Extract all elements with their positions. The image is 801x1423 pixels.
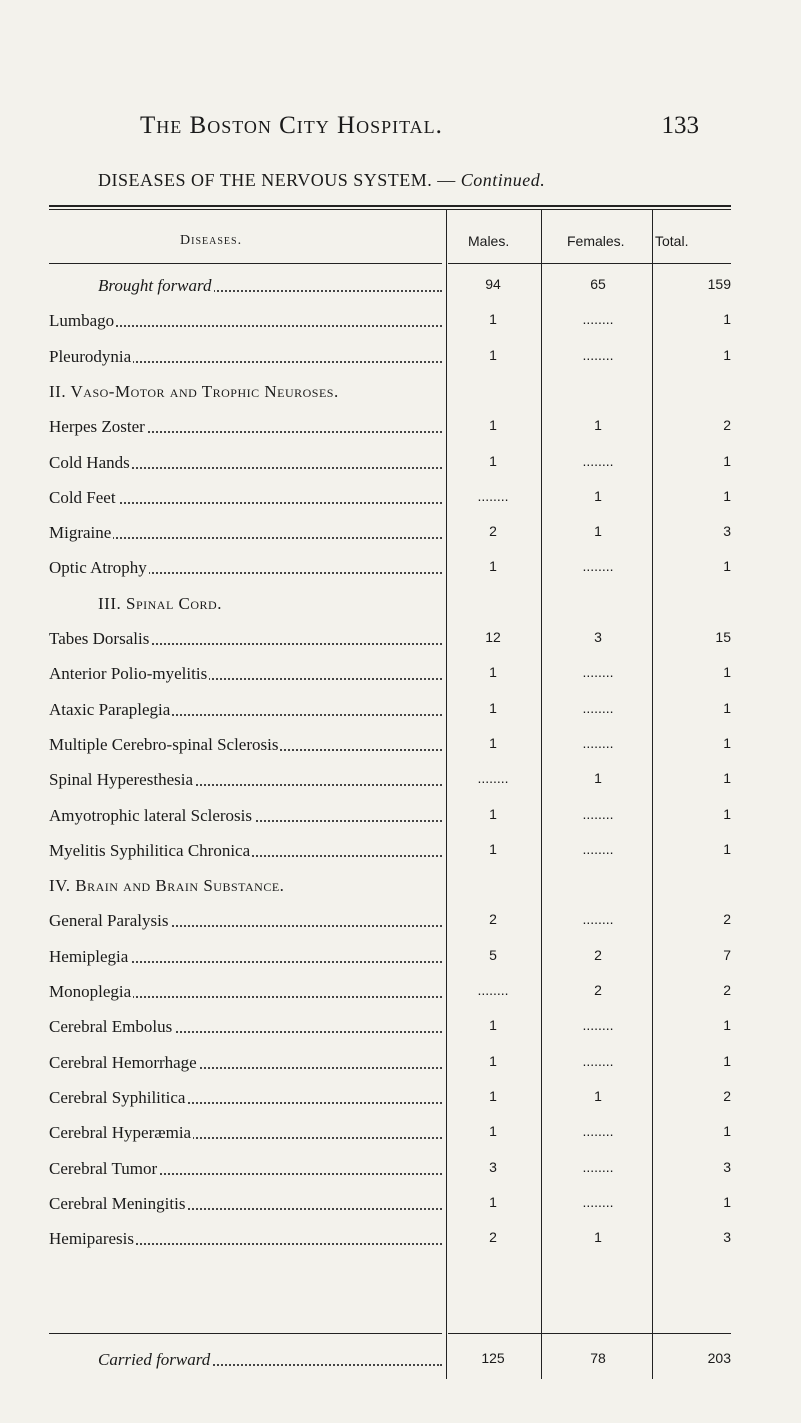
cell-males: 1 xyxy=(489,1017,497,1033)
cell-males: ........ xyxy=(477,488,509,504)
row-name xyxy=(49,311,442,331)
cell-total: 159 xyxy=(707,276,731,292)
row-name xyxy=(49,770,442,790)
bottom-rule-numbers xyxy=(448,1333,731,1334)
row-name xyxy=(49,911,442,931)
table-heading xyxy=(98,170,545,191)
cell-total: 2 xyxy=(723,911,731,927)
row-name xyxy=(49,1123,442,1143)
table-heading-continued: Continued. xyxy=(460,170,546,190)
cell-total: 1 xyxy=(723,841,731,857)
row-label: Tabes Dorsalis xyxy=(49,629,150,648)
table-row xyxy=(0,523,801,547)
cell-females: ........ xyxy=(582,1017,614,1033)
cell-females: ........ xyxy=(582,735,614,751)
cell-males: 1 xyxy=(489,1053,497,1069)
cell-females: 1 xyxy=(594,417,602,433)
cell-total: 3 xyxy=(723,523,731,539)
row-label: III. Spinal Cord. xyxy=(98,594,222,613)
cell-males: 1 xyxy=(489,1088,497,1104)
bottom-rule-diseases xyxy=(49,1333,442,1334)
col-head-females: Females. xyxy=(567,233,625,249)
cell-females: ........ xyxy=(582,841,614,857)
cell-total: 1 xyxy=(723,664,731,680)
cell-total: 3 xyxy=(723,1229,731,1245)
cell-females: ........ xyxy=(582,311,614,327)
footer-row-name xyxy=(98,1350,442,1370)
footer-males: 125 xyxy=(481,1350,505,1366)
table-row xyxy=(0,1053,801,1077)
cell-females: 1 xyxy=(594,1229,602,1245)
row-name xyxy=(49,1017,442,1037)
footer-total: 203 xyxy=(707,1350,731,1366)
row-label: Cerebral Syphilitica xyxy=(49,1088,186,1107)
cell-total: 1 xyxy=(723,558,731,574)
row-name xyxy=(49,523,442,543)
cell-males: 1 xyxy=(489,664,497,680)
row-label: General Paralysis xyxy=(49,911,169,930)
cell-females: ........ xyxy=(582,453,614,469)
cell-males: 3 xyxy=(489,1159,497,1175)
table-row xyxy=(0,947,801,971)
row-label: Cerebral Meningitis xyxy=(49,1194,186,1213)
cell-females: 2 xyxy=(594,947,602,963)
cell-females: ........ xyxy=(582,347,614,363)
footer-females: 78 xyxy=(590,1350,606,1366)
row-label: Migraine xyxy=(49,523,112,542)
col-head-males: Males. xyxy=(468,233,510,249)
table-heading-main: DISEASES OF THE NERVOUS SYSTEM. — xyxy=(98,170,456,190)
row-label: Brought forward xyxy=(98,276,212,295)
running-head-title: The Boston City Hospital. xyxy=(140,112,443,139)
cell-males: 2 xyxy=(489,523,497,539)
top-rule xyxy=(49,205,731,207)
table-row xyxy=(0,700,801,724)
row-label: Hemiparesis xyxy=(49,1229,134,1248)
row-name xyxy=(49,1229,442,1249)
table-row xyxy=(0,1229,801,1253)
row-label: Optic Atrophy xyxy=(49,558,147,577)
table-row xyxy=(0,770,801,794)
cell-females: 1 xyxy=(594,488,602,504)
cell-total: 1 xyxy=(723,700,731,716)
cell-males: 5 xyxy=(489,947,497,963)
table-row xyxy=(0,664,801,688)
row-label: Cold Hands xyxy=(49,453,130,472)
table-row xyxy=(0,453,801,477)
cell-males: 1 xyxy=(489,347,497,363)
cell-males: 1 xyxy=(489,311,497,327)
cell-total: 2 xyxy=(723,1088,731,1104)
table-row xyxy=(0,982,801,1006)
table-row xyxy=(0,629,801,653)
table-row xyxy=(0,806,801,830)
cell-males: ........ xyxy=(477,770,509,786)
cell-males: 1 xyxy=(489,558,497,574)
cell-total: 7 xyxy=(723,947,731,963)
cell-males: 2 xyxy=(489,1229,497,1245)
cell-males: 1 xyxy=(489,735,497,751)
row-name xyxy=(49,629,442,649)
row-label: IV. Brain and Brain Substance. xyxy=(49,876,285,895)
row-label: Anterior Polio-myelitis xyxy=(49,664,208,683)
row-label: Multiple Cerebro-spinal Sclerosis xyxy=(49,735,279,754)
cell-males: 12 xyxy=(485,629,501,645)
cell-females: ........ xyxy=(582,1194,614,1210)
table-row xyxy=(0,1017,801,1041)
page-number: 133 xyxy=(661,112,699,139)
cell-females: ........ xyxy=(582,1159,614,1175)
row-label: Cerebral Hyperæmia xyxy=(49,1123,192,1142)
cell-females: ........ xyxy=(582,1053,614,1069)
cell-total: 15 xyxy=(715,629,731,645)
cell-total: 2 xyxy=(723,417,731,433)
row-label: Lumbago xyxy=(49,311,115,330)
cell-total: 1 xyxy=(723,488,731,504)
row-label: II. Vaso-Motor and Trophic Neuroses. xyxy=(49,382,339,401)
cell-total: 3 xyxy=(723,1159,731,1175)
row-label: Pleurodynia xyxy=(49,347,132,366)
row-name xyxy=(98,276,442,296)
row-label: Cerebral Embolus xyxy=(49,1017,173,1036)
row-label: Spinal Hyperesthesia xyxy=(49,770,193,789)
cell-total: 1 xyxy=(723,1194,731,1210)
cell-females: ........ xyxy=(582,700,614,716)
col-head-total: Total. xyxy=(655,233,689,249)
table-row xyxy=(0,1194,801,1218)
row-name xyxy=(49,841,442,861)
cell-females: ........ xyxy=(582,664,614,680)
table-row xyxy=(0,417,801,441)
header-rule-numbers xyxy=(448,263,731,264)
running-head xyxy=(0,112,801,152)
cell-total: 2 xyxy=(723,982,731,998)
row-name xyxy=(98,594,491,614)
row-label: Monoplegia xyxy=(49,982,132,1001)
cell-males: 1 xyxy=(489,700,497,716)
table-row xyxy=(0,1123,801,1147)
cell-total: 1 xyxy=(723,806,731,822)
row-name xyxy=(49,347,442,367)
cell-males: 1 xyxy=(489,1123,497,1139)
cell-males: ........ xyxy=(477,982,509,998)
table-row xyxy=(0,488,801,512)
cell-males: 94 xyxy=(485,276,501,292)
cell-total: 1 xyxy=(723,1123,731,1139)
row-label: Myelitis Syphilitica Chronica xyxy=(49,841,251,860)
cell-total: 1 xyxy=(723,453,731,469)
cell-males: 1 xyxy=(489,453,497,469)
row-name xyxy=(49,1159,442,1179)
table-row xyxy=(0,1088,801,1112)
row-name xyxy=(49,382,442,402)
row-name xyxy=(49,1194,442,1214)
cell-females: 2 xyxy=(594,982,602,998)
row-name xyxy=(49,806,442,826)
table-row xyxy=(0,911,801,935)
row-name xyxy=(49,735,442,755)
cell-females: ........ xyxy=(582,806,614,822)
cell-females: ........ xyxy=(582,1123,614,1139)
row-name xyxy=(49,417,442,437)
row-label: Cold Feet xyxy=(49,488,116,507)
row-name xyxy=(49,488,442,508)
col-head-diseases: Diseases. xyxy=(180,233,243,248)
row-name xyxy=(49,558,442,578)
footer-row-label: Carried forward xyxy=(98,1350,211,1369)
table-row xyxy=(0,347,801,371)
table-row xyxy=(0,735,801,759)
row-name xyxy=(49,982,442,1002)
cell-females: 1 xyxy=(594,523,602,539)
table-row xyxy=(0,841,801,865)
row-name xyxy=(49,700,442,720)
cell-females: 1 xyxy=(594,770,602,786)
row-name xyxy=(49,453,442,473)
row-name xyxy=(49,1053,442,1073)
cell-females: ........ xyxy=(582,911,614,927)
row-label: Herpes Zoster xyxy=(49,417,145,436)
top-rule-2 xyxy=(49,209,731,210)
row-name xyxy=(49,876,442,896)
cell-males: 2 xyxy=(489,911,497,927)
row-name xyxy=(49,1088,442,1108)
row-label: Cerebral Tumor xyxy=(49,1159,158,1178)
table-row xyxy=(0,1159,801,1183)
row-label: Ataxic Paraplegia xyxy=(49,700,171,719)
cell-total: 1 xyxy=(723,770,731,786)
cell-total: 1 xyxy=(723,347,731,363)
row-label: Hemiplegia xyxy=(49,947,129,966)
cell-total: 1 xyxy=(723,311,731,327)
cell-males: 1 xyxy=(489,1194,497,1210)
cell-females: 1 xyxy=(594,1088,602,1104)
cell-females: 65 xyxy=(590,276,606,292)
table-row xyxy=(0,382,801,406)
row-name xyxy=(49,664,442,684)
table-row xyxy=(0,594,801,618)
header-rule-diseases xyxy=(49,263,442,264)
table-row xyxy=(0,876,801,900)
cell-males: 1 xyxy=(489,417,497,433)
table-row xyxy=(0,558,801,582)
cell-total: 1 xyxy=(723,1053,731,1069)
cell-total: 1 xyxy=(723,1017,731,1033)
footer-row xyxy=(0,1350,801,1374)
row-label: Cerebral Hemorrhage xyxy=(49,1053,197,1072)
table-row xyxy=(0,276,801,300)
cell-males: 1 xyxy=(489,806,497,822)
cell-total: 1 xyxy=(723,735,731,751)
cell-females: 3 xyxy=(594,629,602,645)
table-row xyxy=(0,311,801,335)
row-name xyxy=(49,947,442,967)
row-label: Amyotrophic lateral Sclerosis xyxy=(49,806,253,825)
cell-females: ........ xyxy=(582,558,614,574)
cell-males: 1 xyxy=(489,841,497,857)
